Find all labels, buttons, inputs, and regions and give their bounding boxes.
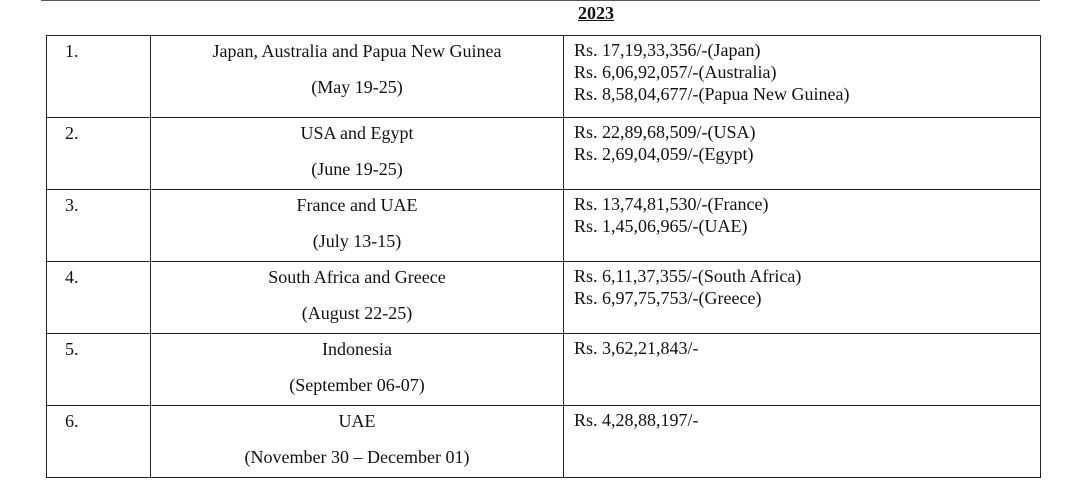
table-row [47, 406, 1041, 478]
destination-name: France and UAE [296, 195, 418, 215]
cost-line: Rs. 6,11,37,355/-(South Africa) [574, 266, 802, 286]
cost-line: Rs. 3,62,21,843/- [574, 338, 699, 358]
destination-name: Indonesia [322, 339, 392, 359]
cost-line: Rs. 22,89,68,509/-(USA) [574, 122, 756, 142]
serial-number: 3. [47, 190, 151, 262]
cost-cell [564, 262, 1041, 334]
table-row [47, 190, 1041, 262]
cost-line: Rs. 6,97,75,753/-(Greece) [574, 288, 762, 308]
cost-line: Rs. 6,06,92,057/-(Australia) [574, 62, 777, 82]
visit-dates: (June 19-25) [311, 159, 403, 179]
table-row [47, 36, 1041, 118]
cost-line: Rs. 4,28,88,197/- [574, 410, 699, 430]
destination-cell [151, 118, 564, 190]
serial-number: 1. [47, 36, 151, 118]
table-row [47, 334, 1041, 406]
visit-dates: (July 13-15) [312, 231, 402, 251]
cost-line: Rs. 1,45,06,965/-(UAE) [574, 216, 748, 236]
serial-number: 4. [47, 262, 151, 334]
serial-number: 6. [47, 406, 151, 478]
cost-cell [564, 118, 1041, 190]
destination-cell [151, 262, 564, 334]
visit-dates: (May 19-25) [311, 77, 403, 97]
serial-number: 2. [47, 118, 151, 190]
cost-cell [564, 406, 1041, 478]
destination-cell [151, 334, 564, 406]
table-row [47, 118, 1041, 190]
visit-dates: (November 30 – December 01) [244, 447, 470, 467]
cost-line: Rs. 2,69,04,059/-(Egypt) [574, 144, 754, 164]
cost-cell [564, 36, 1041, 118]
cost-cell [564, 190, 1041, 262]
serial-number: 5. [47, 334, 151, 406]
destination-cell [151, 36, 564, 118]
destination-name: USA and Egypt [300, 123, 414, 143]
destination-cell [151, 190, 564, 262]
destination-name: Japan, Australia and Papua New Guinea [212, 41, 502, 61]
top-divider [41, 0, 1040, 1]
expenditure-table [46, 35, 1041, 478]
cost-line: Rs. 13,74,81,530/-(France) [574, 194, 769, 214]
destination-cell [151, 406, 564, 478]
table-row [47, 262, 1041, 334]
destination-name: UAE [338, 411, 376, 431]
year-heading: 2023 [578, 3, 614, 23]
cost-line: Rs. 17,19,33,356/-(Japan) [574, 40, 761, 60]
cost-line: Rs. 8,58,04,677/-(Papua New Guinea) [574, 84, 850, 104]
visit-dates: (September 06-07) [289, 375, 425, 395]
cost-cell [564, 334, 1041, 406]
destination-name: South Africa and Greece [268, 267, 446, 287]
visit-dates: (August 22-25) [301, 303, 413, 323]
